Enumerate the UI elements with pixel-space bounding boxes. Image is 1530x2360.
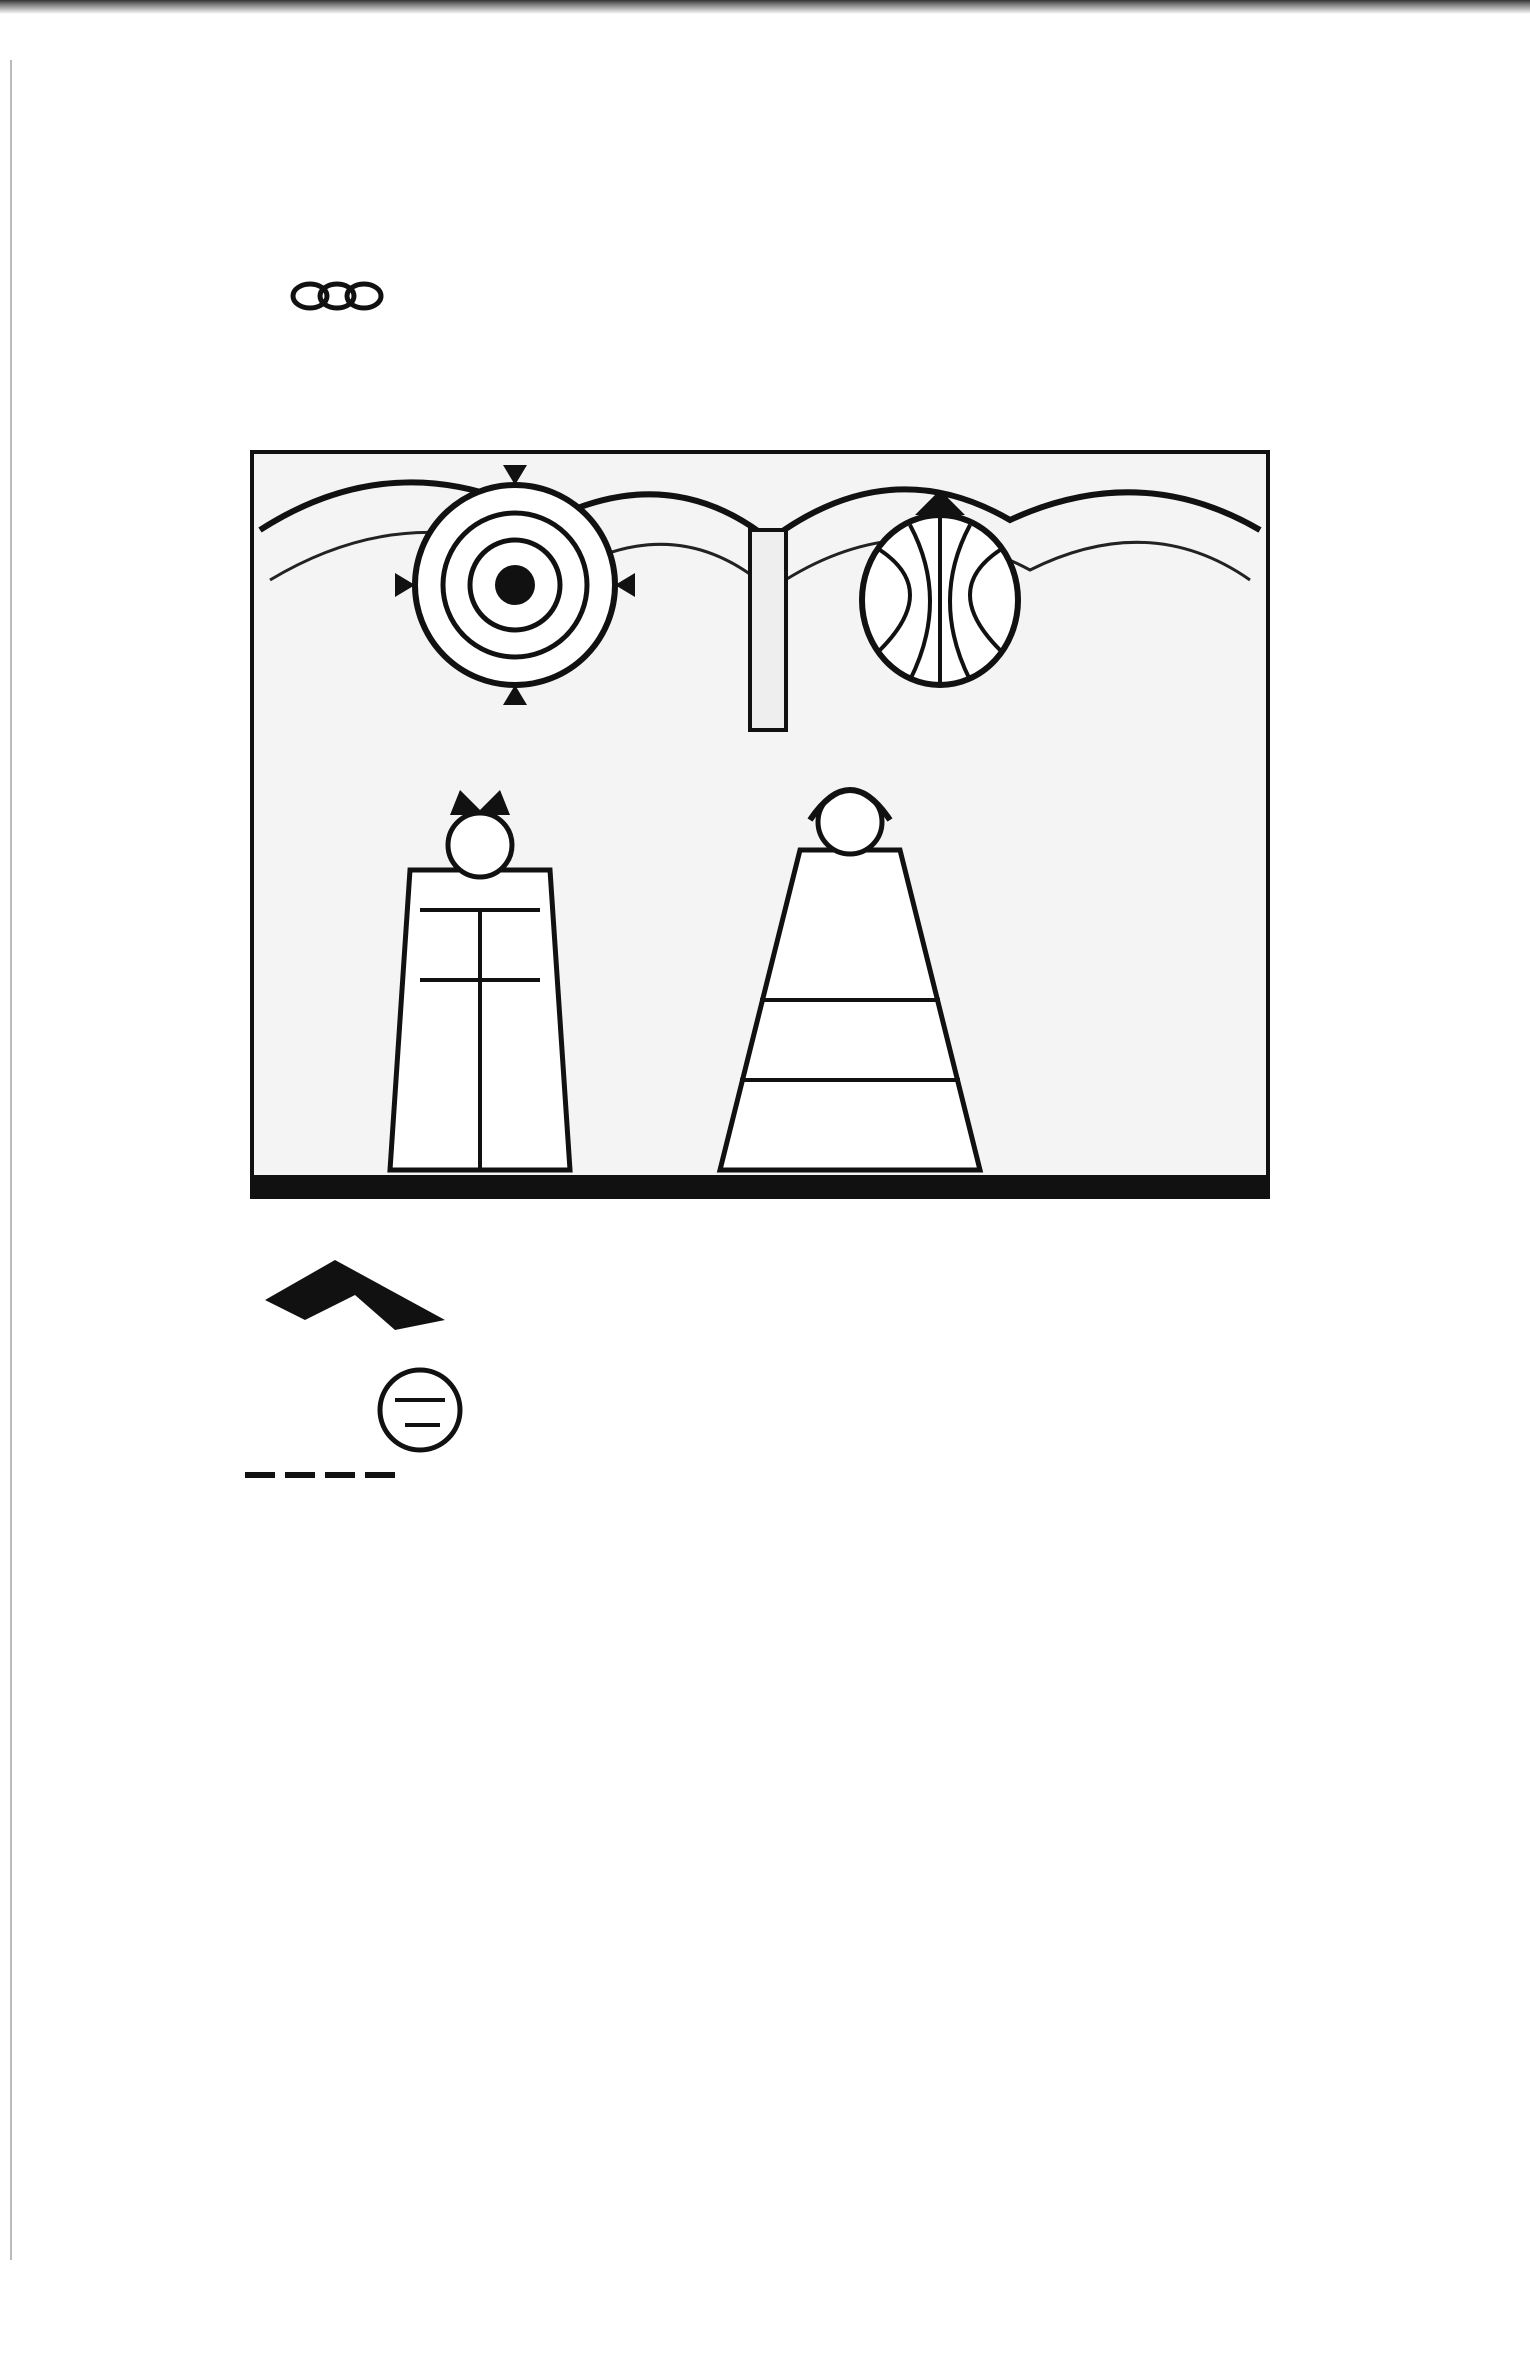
coronation-woodcut: [250, 450, 1270, 1202]
scan-top-edge: [0, 0, 1530, 14]
knot-ornament-icon: [290, 279, 385, 313]
book-page: [175, 195, 1295, 1990]
decorated-initial-t: [245, 1260, 480, 1495]
title-line-3: [250, 265, 1280, 320]
left-vine-border: [175, 195, 227, 1990]
scan-left-edge: [10, 60, 12, 2260]
right-vine-border: [1310, 355, 1362, 1815]
top-ornament-row: [245, 205, 1285, 245]
title-heading: [250, 265, 1280, 320]
